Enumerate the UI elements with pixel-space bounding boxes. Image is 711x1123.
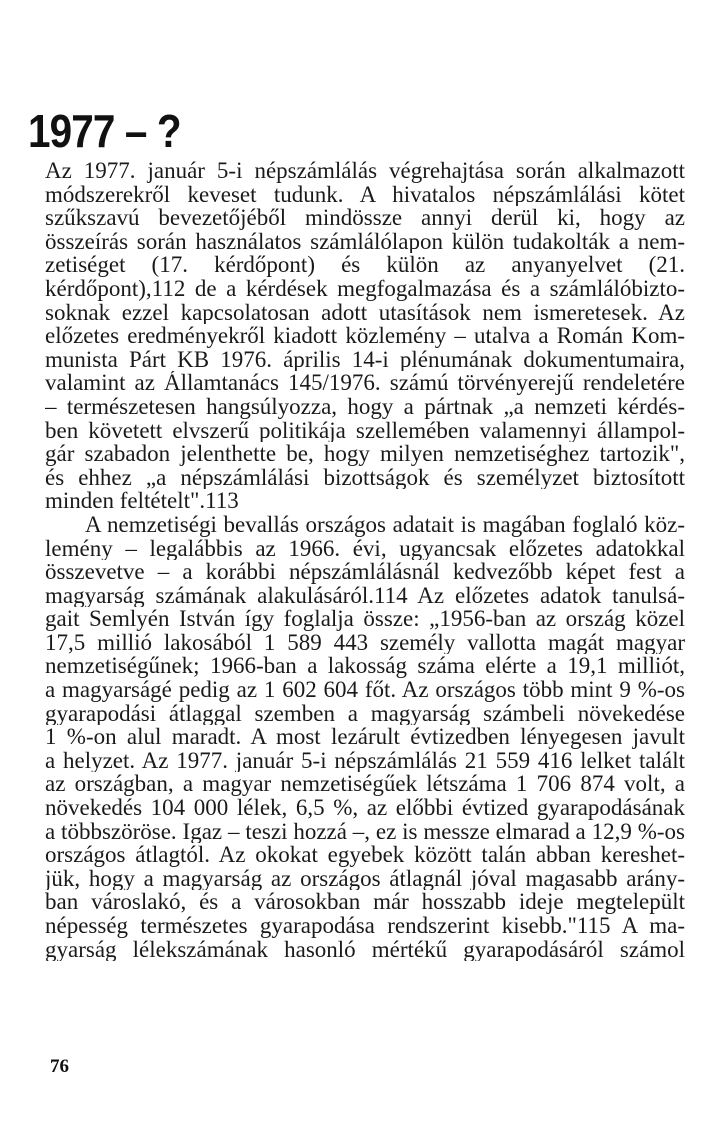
text-line-27: az országban, a magyar nemzetiségűek létszáma 1 706 874 volt, a — [45, 772, 685, 797]
text-line-29: a többszöröse. Igaz – teszi hozzá –, ez is messze elmarad a 12,9 %-os — [45, 819, 685, 844]
text-line-5: zetiséget (17. kérdőpont) és külön az anyanyelvet (21. — [45, 253, 685, 277]
text-line-26: a helyzet. Az 1977. január 5-i népszámlálás 21 559 416 lelket talált — [45, 748, 685, 773]
text-line-3: szűkszavú bevezetőjéből mindössze annyi derül ki, hogy az — [45, 206, 685, 230]
body-text — [45, 159, 685, 961]
text-line-17: lemény – legalábbis az 1966. évi, ugyancsak előzetes adatokkal — [45, 536, 685, 561]
text-line-20: gait Semlyén István így foglalja össze: „1956-ban az ország közel — [45, 607, 685, 631]
text-line-28: növekedés 104 000 lélek, 6,5 %, az előbbi évtized gyarapodásának — [45, 796, 685, 820]
text-line-16: A nemzetiségi bevallás országos adatait is magában foglaló köz- — [85, 512, 685, 537]
text-line-7: soknak ezzel kapcsolatosan adott utasítások nem ismeretesek. Az — [45, 300, 685, 325]
text-line-6: kérdőpont),112 de a kérdések megfogalmazása és a számlálóbizto- — [45, 276, 685, 301]
text-line-11: – természetesen hangsúlyozza, hogy a pártnak „a nemzeti kérdés- — [45, 394, 685, 419]
text-line-8: előzetes eredményekről kiadott közlemény – utalva a Román Kom- — [45, 324, 685, 348]
text-line-25: 1 %-on alul maradt. A most lezárult évtizedben lényegesen javult — [45, 725, 685, 749]
text-line-19: magyarság számának alakulásáról.114 Az előzetes adatok tanulsá- — [45, 583, 685, 608]
page-number: 76 — [50, 1056, 69, 1077]
text-line-23: a magyarságé pedig az 1 602 604 főt. Az országos több mint 9 %-os — [45, 678, 685, 702]
text-line-21: 17,5 millió lakosából 1 589 443 személy vallotta magát magyar — [45, 630, 685, 655]
text-line-33: népesség természetes gyarapodása rendszerint kisebb."115 A ma- — [45, 914, 685, 938]
text-line-10: valamint az Államtanács 145/1976. számú törvényerejű rendeletére — [45, 371, 685, 395]
text-line-31: jük, hogy a magyarság az országos átlagnál jóval magasabb arány- — [45, 866, 685, 891]
text-line-22: nemzetiségűnek; 1966-ban a lakosság száma elérte a 19,1 milliót, — [45, 654, 685, 679]
text-line-2: módszerekről keveset tudunk. A hivatalos népszámlálási kötet — [45, 182, 685, 207]
text-line-13: gár szabadon jelenthette be, hogy milyen nemzetiséghez tartozik", — [45, 442, 685, 466]
text-line-34: gyarság lélekszámának hasonló mértékű gyarapodásáról számol — [45, 937, 685, 962]
chapter-heading: 1977 – ? — [28, 105, 181, 157]
text-line-18: összevetve – a korábbi népszámlálásnál kedvezőbb képet fest a — [45, 560, 685, 584]
text-line-1: Az 1977. január 5-i népszámlálás végrehajtása során alkalmazott — [45, 159, 685, 183]
text-line-24: gyarapodási átlaggal szemben a magyarság számbeli növekedése — [45, 701, 685, 726]
text-line-32: ban városlakó, és a városokban már hosszabb ideje megtelepült — [45, 890, 685, 914]
text-line-14: és ehhez „a népszámlálási bizottságok és személyzet biztosított — [45, 465, 685, 490]
text-line-30: országos átlagtól. Az okokat egyebek között talán abban kereshet- — [45, 843, 685, 867]
text-line-4: összeírás során használatos számlálólapon külön tudakolták a nem- — [45, 229, 685, 254]
text-line-12: ben követett elvszerű politikája szellemében valamennyi állampol- — [45, 418, 685, 443]
text-line-15: minden feltételt".113 — [45, 488, 239, 514]
text-line-9: munista Párt KB 1976. április 14-i plénumának dokumentumaira, — [45, 347, 685, 372]
